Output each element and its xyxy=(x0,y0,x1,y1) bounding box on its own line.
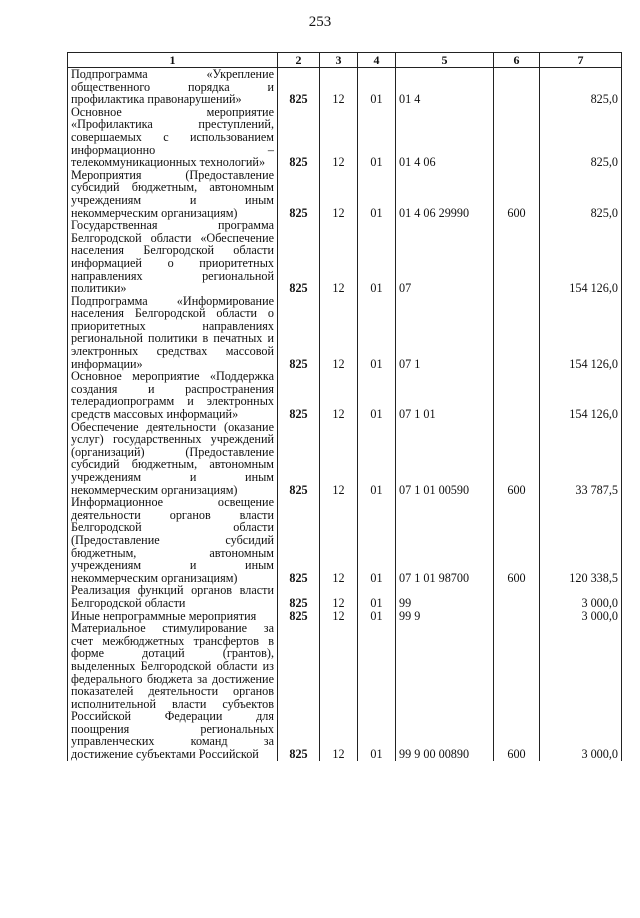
row-cell-c4: 01 xyxy=(358,106,396,169)
row-cell-c2: 825 xyxy=(278,610,320,623)
row-name-cell xyxy=(68,584,278,609)
row-name-line: информационно – xyxy=(71,142,274,157)
row-name-cell xyxy=(68,295,278,371)
row-cell-c3: 12 xyxy=(320,584,358,609)
row-name-line: «Профилактика преступлений, xyxy=(71,117,274,132)
row-cell-c5: 99 xyxy=(396,584,494,609)
row-name-line: Подпрограмма «Укрепление xyxy=(71,67,274,81)
row-cell-c7: 154 126,0 xyxy=(540,370,622,420)
row-name-line: приоритетных направлениях xyxy=(71,318,274,333)
row-cell-c7: 825,0 xyxy=(540,68,622,106)
row-cell-c4: 01 xyxy=(358,370,396,420)
row-cell-c6 xyxy=(494,610,540,623)
row-cell-c5: 01 4 06 29990 xyxy=(396,169,494,219)
row-name-line: исполнительной власти субъектов xyxy=(71,696,274,711)
row-name-line: Информационное освещение xyxy=(71,495,274,510)
row-name-line: форме дотаций (грантов), xyxy=(71,646,274,661)
row-name-line: населения Белгородской области о xyxy=(71,306,274,321)
row-cell-c2: 825 xyxy=(278,169,320,219)
row-name-line: Материальное стимулирование за xyxy=(71,621,274,636)
table-row xyxy=(68,622,622,761)
row-cell-c5: 07 1 01 xyxy=(396,370,494,420)
row-name-line: Подпрограмма «Информирование xyxy=(71,293,274,308)
row-cell-c4: 01 xyxy=(358,622,396,761)
row-name-cell xyxy=(68,496,278,584)
header-col-1: 1 xyxy=(68,53,278,68)
row-cell-c2: 825 xyxy=(278,421,320,497)
row-name-line: показателей деятельности органов xyxy=(71,684,274,699)
row-name-line: достижение субъектами Российской xyxy=(71,747,259,762)
row-name-cell xyxy=(68,106,278,169)
row-cell-c7: 154 126,0 xyxy=(540,295,622,371)
header-col-5: 5 xyxy=(396,53,494,68)
row-name-line: политики» xyxy=(71,281,127,296)
row-name-line: общественного порядка и xyxy=(71,79,274,94)
row-cell-c5: 99 9 xyxy=(396,610,494,623)
row-cell-c4: 01 xyxy=(358,295,396,371)
row-cell-c7: 3 000,0 xyxy=(540,610,622,623)
row-name-line: Белгородской области xyxy=(71,520,274,535)
row-name-cell xyxy=(68,421,278,497)
row-cell-c6 xyxy=(494,106,540,169)
header-col-6: 6 xyxy=(494,53,540,68)
row-cell-c4: 01 xyxy=(358,496,396,584)
row-name-line: телекоммуникационных технологий» xyxy=(71,155,266,170)
row-cell-c6 xyxy=(494,295,540,371)
row-name-line: региональной политики в печатных и xyxy=(71,331,274,346)
row-name-line: учреждениям и иным xyxy=(71,558,274,573)
row-cell-c6 xyxy=(494,219,540,295)
row-name-cell xyxy=(68,370,278,420)
row-cell-c5: 01 4 xyxy=(396,68,494,106)
row-name-line: Российской Федерации для xyxy=(71,709,274,724)
row-cell-c7: 3 000,0 xyxy=(540,584,622,609)
row-cell-c4: 01 xyxy=(358,421,396,497)
row-cell-c4: 01 xyxy=(358,219,396,295)
row-cell-c3: 12 xyxy=(320,68,358,106)
row-cell-c7: 33 787,5 xyxy=(540,421,622,497)
row-name-line: средств массовых информаций» xyxy=(71,407,239,422)
row-cell-c5: 07 1 01 00590 xyxy=(396,421,494,497)
row-name-line: населения Белгородской области xyxy=(71,243,274,258)
row-name-line: Основное мероприятие xyxy=(71,104,274,119)
row-name-line: услуг) государственных учреждений xyxy=(71,432,274,447)
row-name-cell xyxy=(68,169,278,219)
row-name-line: Белгородской области xyxy=(71,595,186,610)
row-cell-c4: 01 xyxy=(358,68,396,106)
row-cell-c7: 825,0 xyxy=(540,106,622,169)
row-name-line: некоммерческим организациям) xyxy=(71,570,238,585)
row-name-line: деятельности органов власти xyxy=(71,507,274,522)
row-cell-c5: 07 1 xyxy=(396,295,494,371)
row-name-line: совершаемых с использованием xyxy=(71,129,274,144)
row-name-line: информацией о приоритетных xyxy=(71,255,274,270)
row-name-line: Реализация функций органов власти xyxy=(71,583,274,598)
row-cell-c3: 12 xyxy=(320,496,358,584)
row-cell-c2: 825 xyxy=(278,370,320,420)
row-name-line: некоммерческим организациям) xyxy=(71,205,238,220)
header-col-3: 3 xyxy=(320,53,358,68)
row-cell-c6 xyxy=(494,584,540,609)
header-col-2: 2 xyxy=(278,53,320,68)
header-row xyxy=(68,53,622,68)
row-name-line: создания и распространения xyxy=(71,381,274,396)
row-name-line: Иные непрограммные мероприятия xyxy=(71,608,257,623)
row-name-cell xyxy=(68,219,278,295)
row-name-line: телерадиопрограмм и электронных xyxy=(71,394,274,409)
row-name-line: направлениях региональной xyxy=(71,268,274,283)
header-col-7: 7 xyxy=(540,53,622,68)
table-row xyxy=(68,219,622,295)
row-name-line: Обеспечение деятельности (оказание xyxy=(71,419,274,434)
row-cell-c2: 825 xyxy=(278,219,320,295)
header-col-4: 4 xyxy=(358,53,396,68)
row-cell-c5: 99 9 00 00890 xyxy=(396,622,494,761)
row-name-line: профилактика правонарушений» xyxy=(71,92,242,107)
row-cell-c2: 825 xyxy=(278,622,320,761)
row-cell-c3: 12 xyxy=(320,169,358,219)
row-name-line: поощрения региональных xyxy=(71,721,274,736)
row-cell-c6: 600 xyxy=(494,169,540,219)
table-body xyxy=(68,68,622,761)
row-cell-c7: 154 126,0 xyxy=(540,219,622,295)
row-name-line: некоммерческим организациям) xyxy=(71,482,238,497)
row-cell-c4: 01 xyxy=(358,610,396,623)
row-cell-c3: 12 xyxy=(320,370,358,420)
row-cell-c6: 600 xyxy=(494,622,540,761)
row-cell-c3: 12 xyxy=(320,610,358,623)
row-cell-c3: 12 xyxy=(320,622,358,761)
table-row xyxy=(68,68,622,106)
row-cell-c7: 120 338,5 xyxy=(540,496,622,584)
row-name-line: учреждениям и иным xyxy=(71,470,274,484)
row-cell-c5: 01 4 06 xyxy=(396,106,494,169)
row-name-line: субсидий бюджетным, автономным xyxy=(71,457,274,472)
table-row xyxy=(68,106,622,169)
table-row xyxy=(68,370,622,420)
page-number: 253 xyxy=(308,14,332,30)
row-name-line: счет межбюджетных трансфертов в xyxy=(71,633,274,648)
row-cell-c6: 600 xyxy=(494,421,540,497)
budget-table xyxy=(67,52,622,761)
row-name-line: бюджетным, автономным xyxy=(71,545,274,560)
table-row xyxy=(68,295,622,371)
row-cell-c2: 825 xyxy=(278,496,320,584)
row-name-cell xyxy=(68,622,278,761)
row-name-line: Мероприятия (Предоставление xyxy=(71,167,274,182)
row-name-line: электронных средствах массовой xyxy=(71,344,274,359)
row-name-line: выделенных Белгородской области из xyxy=(71,658,274,673)
row-cell-c6: 600 xyxy=(494,496,540,584)
row-name-line: (организаций) (Предоставление xyxy=(71,444,274,459)
row-cell-c3: 12 xyxy=(320,106,358,169)
row-cell-c6 xyxy=(494,68,540,106)
row-cell-c3: 12 xyxy=(320,421,358,497)
row-cell-c3: 12 xyxy=(320,295,358,371)
row-name-cell xyxy=(68,68,278,106)
row-name-line: управленческих команд за xyxy=(71,734,274,749)
table-row xyxy=(68,496,622,584)
row-name-line: федерального бюджета за достижение xyxy=(71,671,274,686)
row-cell-c5: 07 1 01 98700 xyxy=(396,496,494,584)
row-name-line: учреждениям и иным xyxy=(71,192,274,207)
row-cell-c2: 825 xyxy=(278,106,320,169)
row-cell-c6 xyxy=(494,370,540,420)
row-name-line: субсидий бюджетным, автономным xyxy=(71,180,274,195)
row-cell-c2: 825 xyxy=(278,295,320,371)
table-row xyxy=(68,584,622,609)
row-cell-c2: 825 xyxy=(278,584,320,609)
row-cell-c5: 07 xyxy=(396,219,494,295)
row-cell-c4: 01 xyxy=(358,584,396,609)
row-cell-c4: 01 xyxy=(358,169,396,219)
row-cell-c7: 3 000,0 xyxy=(540,622,622,761)
row-name-line: (Предоставление субсидий xyxy=(71,532,274,547)
row-name-line: Основное мероприятие «Поддержка xyxy=(71,369,274,384)
row-name-line: Государственная программа xyxy=(71,218,274,233)
row-name-line: Белгородской области «Обеспечение xyxy=(71,230,274,245)
row-cell-c2: 825 xyxy=(278,68,320,106)
row-cell-c3: 12 xyxy=(320,219,358,295)
table-row xyxy=(68,169,622,219)
table-row xyxy=(68,421,622,497)
row-cell-c7: 825,0 xyxy=(540,169,622,219)
row-name-line: информации» xyxy=(71,356,143,371)
